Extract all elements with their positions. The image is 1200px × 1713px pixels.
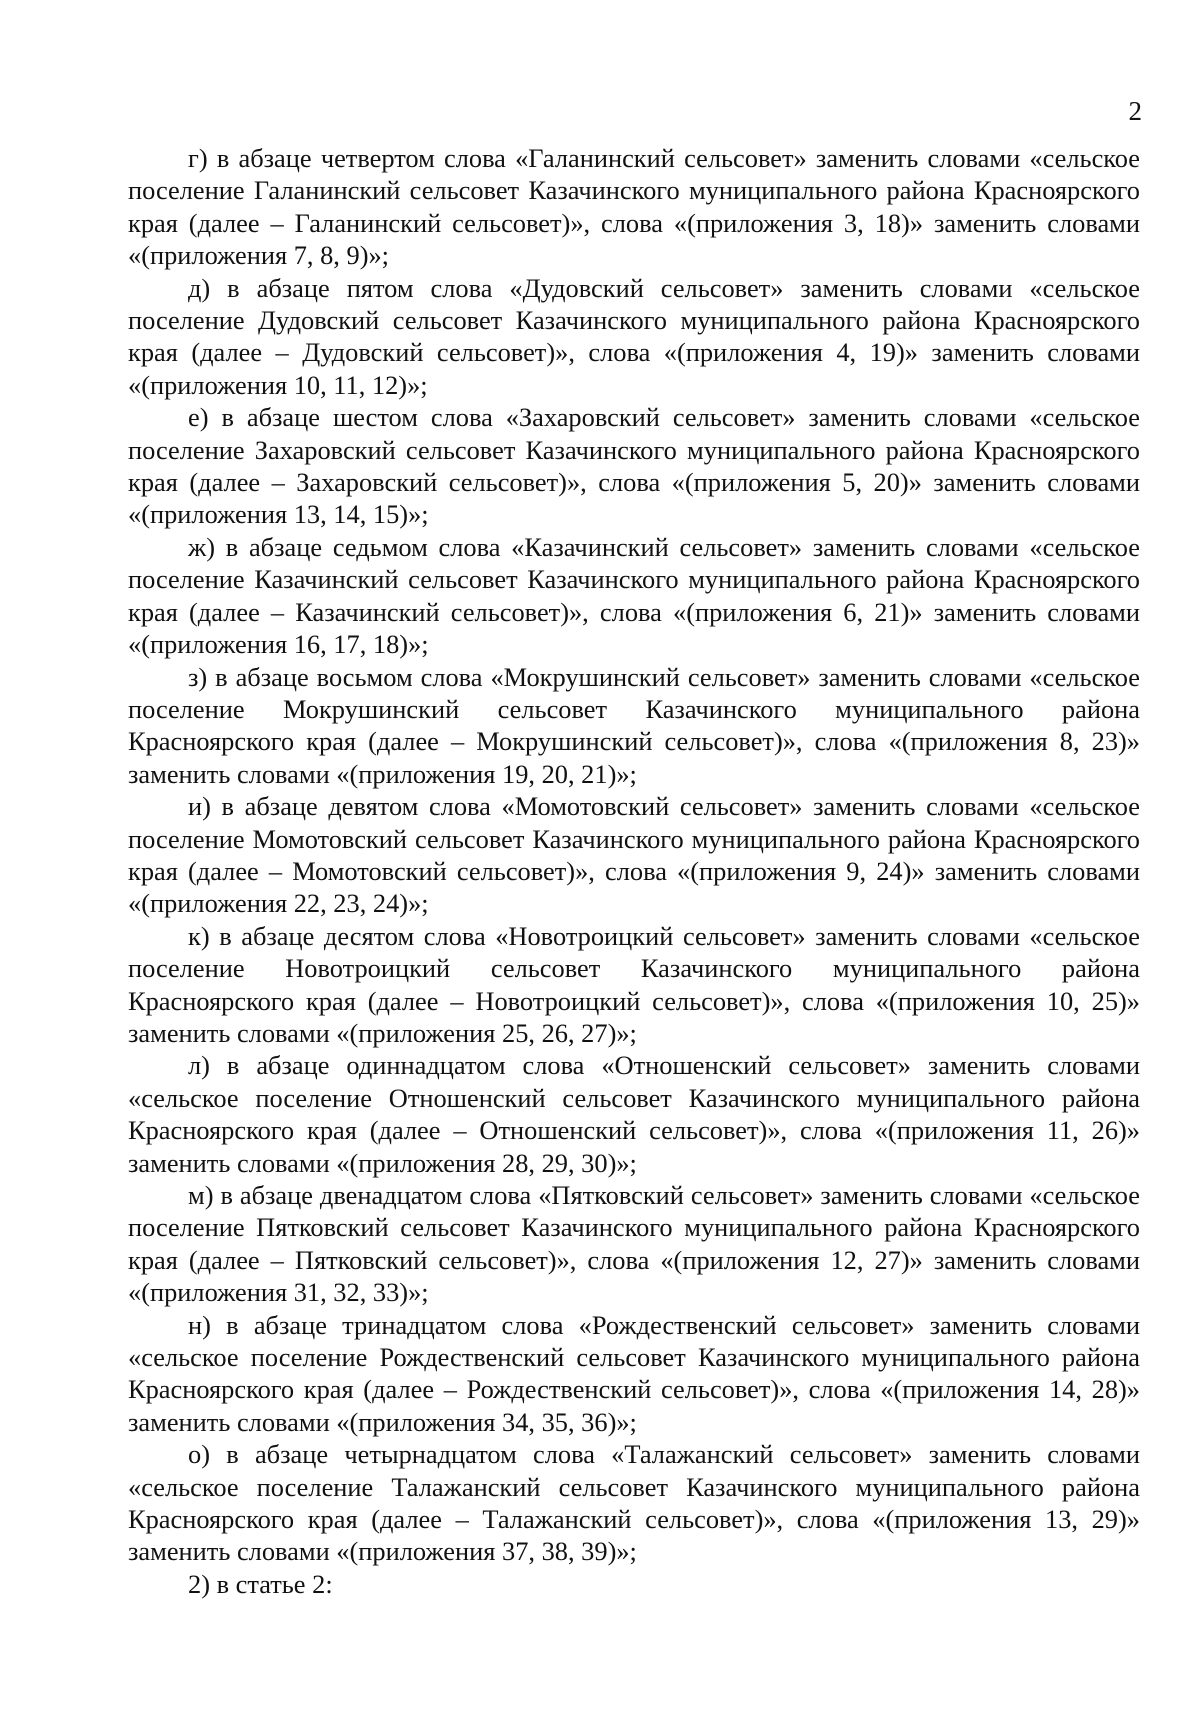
paragraph-n: н) в абзаце тринадцатом слова «Рождественский сельсовет» заменить словами «сельское поселение Рождественский сельсовет Казачинского муниципального района Красноярского края (далее – Рождественский сельсовет)», слова «(приложения 14, 28)» заменить словами «(приложения 34, 35, 36)»; xyxy=(128,1309,1140,1437)
document-body xyxy=(128,142,1140,1600)
paragraph-e: е) в абзаце шестом слова «Захаровский сельсовет» заменить словами «сельское поселение Захаровский сельсовет Казачинского муниципального района Красноярского края (далее – Захаровский сельсовет)», слова «(приложения 5, 20)» заменить словами «(приложения 13, 14, 15)»; xyxy=(128,402,1140,530)
paragraph-m: м) в абзаце двенадцатом слова «Пятковский сельсовет» заменить словами «сельское поселение Пятковский сельсовет Казачинского муниципального района Красноярского края (далее – Пятковский сельсовет)», слова «(приложения 12, 27)» заменить словами «(приложения 31, 32, 33)»; xyxy=(128,1180,1140,1308)
page-number: 2 xyxy=(1128,96,1142,126)
paragraph-d: д) в абзаце пятом слова «Дудовский сельсовет» заменить словами «сельское поселение Дудовский сельсовет Казачинского муниципального района Красноярского края (далее – Дудовский сельсовет)», слова «(приложения 4, 19)» заменить словами «(приложения 10, 11, 12)»; xyxy=(128,272,1140,400)
paragraph-article-2: 2) в статье 2: xyxy=(188,1568,333,1599)
paragraph-i: и) в абзаце девятом слова «Момотовский сельсовет» заменить словами «сельское поселение Момотовский сельсовет Казачинского муниципального района Красноярского края (далее – Момотовский сельсовет)», слова «(приложения 9, 24)» заменить словами «(приложения 22, 23, 24)»; xyxy=(128,791,1140,919)
paragraph-zh: ж) в абзаце седьмом слова «Казачинский сельсовет» заменить словами «сельское поселение Казачинский сельсовет Казачинского муниципального района Красноярского края (далее – Казачинский сельсовет)», слова «(приложения 6, 21)» заменить словами «(приложения 16, 17, 18)»; xyxy=(128,531,1140,660)
paragraph-k: к) в абзаце десятом слова «Новотроицкий сельсовет» заменить словами «сельское поселение Новотроицкий сельсовет Казачинского муниципального района Красноярского края (далее – Новотроицкий сельсовет)», слова «(приложения 10, 25)» заменить словами «(приложения 25, 26, 27)»; xyxy=(128,920,1140,1048)
paragraph-z: з) в абзаце восьмом слова «Мокрушинский сельсовет» заменить словами «сельское поселение Мокрушинский сельсовет Казачинского муниципального района Красноярского края (далее – Мокрушинский сельсовет)», слова «(приложения 8, 23)» заменить словами «(приложения 19, 20, 21)»; xyxy=(128,661,1140,789)
paragraph-o: о) в абзаце четырнадцатом слова «Талажанский сельсовет» заменить словами «сельское поселение Талажанский сельсовет Казачинского муниципального района Красноярского края (далее – Талажанский сельсовет)», слова «(приложения 13, 29)» заменить словами «(приложения 37, 38, 39)»; xyxy=(128,1439,1140,1567)
paragraph-l: л) в абзаце одиннадцатом слова «Отношенский сельсовет» заменить словами «сельское поселение Отношенский сельсовет Казачинского муниципального района Красноярского края (далее – Отношенский сельсовет)», слова «(приложения 11, 26)» заменить словами «(приложения 28, 29, 30)»; xyxy=(128,1050,1140,1178)
paragraph-g: г) в абзаце четвертом слова «Галанинский сельсовет» заменить словами «сельское поселение Галанинский сельсовет Казачинского муниципального района Красноярского края (далее – Галанинский сельсовет)», слова «(приложения 3, 18)» заменить словами «(приложения 7, 8, 9)»; xyxy=(128,143,1140,271)
